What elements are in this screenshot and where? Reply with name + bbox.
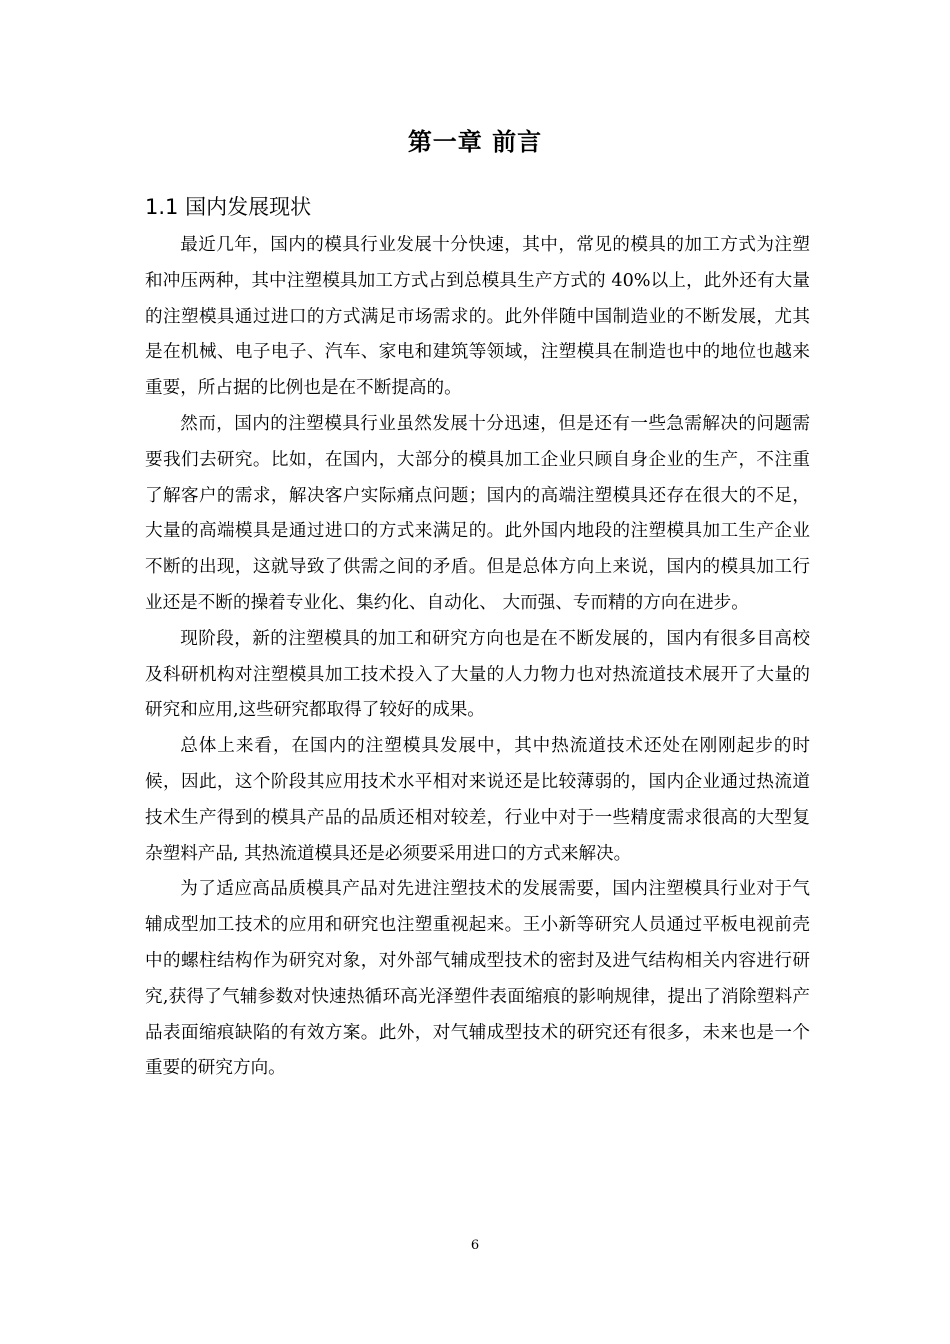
page-number: 6 bbox=[470, 1238, 480, 1253]
chapter-title: 第一章 前言 bbox=[407, 128, 543, 156]
paragraph: 为了适应高品质模具产品对先进注塑技术的发展需要，国内注塑模具行业对于气辅成型加工技术的应用和研究也注塑重视起来。王小新等研究人员通过平板电视前壳中的螺柱结构作为研究对象，对外部气辅成型技术的密封及进气结构相关内容进行研究,获得了气辅参数对快速热循环高光泽塑件表面缩痕的影响规律，提出了消除塑料产品表面缩痕缺陷的有效方案。此外，对气辅成型技术的研究还有很多，未来也是一个重要的研究方向。 bbox=[145, 879, 810, 1079]
paragraph: 现阶段，新的注塑模具的加工和研究方向也是在不断发展的，国内有很多目高校及科研机构对注塑模具加工技术投入了大量的人力物力也对热流道技术展开了大量的研究和应用,这些研究都取得了较好的成果。 bbox=[145, 628, 810, 721]
body-text bbox=[145, 228, 810, 1087]
section-heading: 1.1 国内发展现状 bbox=[145, 195, 312, 219]
paragraph: 总体上来看，在国内的注塑模具发展中，其中热流道技术还处在刚刚起步的时候，因此，这个阶段其应用技术水平相对来说还是比较薄弱的，国内企业通过热流道技术生产得到的模具产品的品质还相对较差，行业中对于一些精度需求很高的大型复杂塑料产品, 其热流道模具还是必须要采用进口的方式来解决。 bbox=[145, 736, 810, 864]
paragraph: 最近几年，国内的模具行业发展十分快速，其中，常见的模具的加工方式为注塑和冲压两种，其中注塑模具加工方式占到总模具生产方式的 40%以上，此外还有大量的注塑模具通过进口的方式满足市场需求的。此外伴随中国制造业的不断发展，尤其是在机械、电子电子、汽车、家电和建筑等领域，注塑模具在制造也中的地位也越来重要，所占据的比例也是在不断提高的。 bbox=[145, 235, 810, 399]
paragraph: 然而，国内的注塑模具行业虽然发展十分迅速，但是还有一些急需解决的问题需要我们去研究。比如，在国内，大部分的模具加工企业只顾自身企业的生产，不注重了解客户的需求，解决客户实际痛点问题；国内的高端注塑模具还存在很大的不足，大量的高端模具是通过进口的方式来满足的。此外国内地段的注塑模具加工生产企业不断的出现，这就导致了供需之间的矛盾。但是总体方向上来说，国内的模具加工行业还是不断的操着专业化、集约化、自动化、 大而强、专而精的方向在进步。 bbox=[145, 413, 810, 613]
